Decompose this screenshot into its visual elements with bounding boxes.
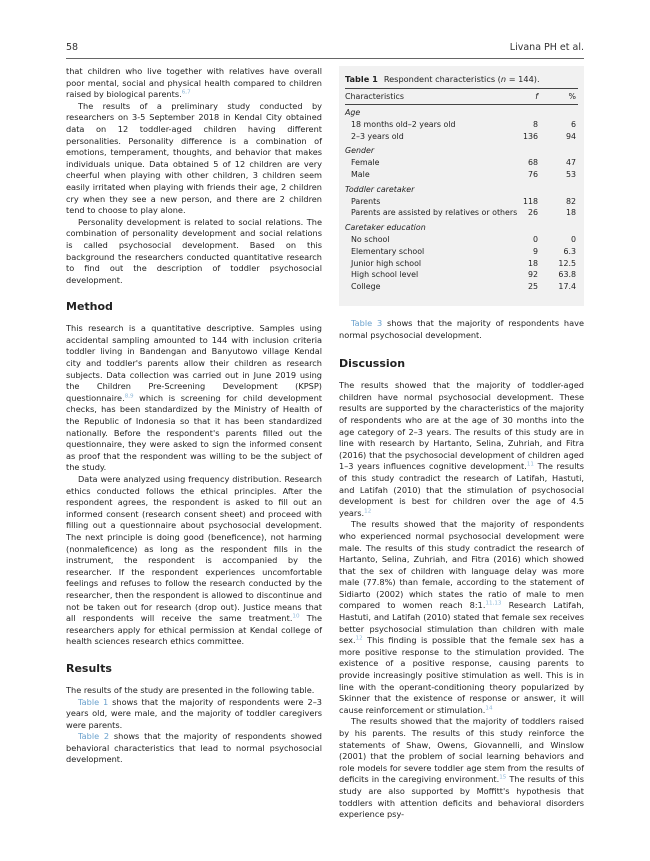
table-cell-label: Female	[351, 158, 380, 168]
table-cell-f: 68	[527, 158, 538, 168]
paragraph: Table 2 shows that the majority of respondents showed behavioral characteristics that lead to normal psychosocial development.	[66, 731, 322, 765]
paragraph: that children who live together with relatives have overall poor mental, social and physical health compared to children raised by biological parents.$^{6,7}$	[66, 66, 322, 100]
table-1-link[interactable]: Table 1	[78, 696, 109, 707]
table-cell-percent: 94	[565, 131, 576, 141]
table-row	[345, 120, 578, 132]
table-row	[345, 170, 578, 182]
table-row	[345, 197, 578, 209]
table-cell-f: 18	[527, 258, 538, 268]
citation[interactable]: 10	[292, 613, 300, 620]
table-header-rule	[345, 104, 578, 105]
table-row	[345, 132, 578, 144]
section-heading-discussion: Discussion	[339, 357, 406, 371]
table-cell-percent: 53	[565, 170, 576, 179]
table-cell-percent: 82	[565, 196, 576, 206]
table-cell-label: 18 months old–2 years old	[351, 119, 456, 129]
paragraph: Table 1 shows that the majority of respondents were 2–3 years old, were male, and the majority of toddler caregivers were parents.	[66, 696, 323, 730]
paragraph: Personality development is related to social relations. The combination of personality development and social relations is called psychosocial development. Based on this background the researchers conducted quantitative research to find out the description of toddler psychosocial development.	[66, 216, 322, 285]
paragraph: This research is a quantitative descriptive. Samples using accidental sampling amounted to 144 with inclusion criteria toddler living in Bandengan and Banyutowo village Kendal city and toddler's parents allow their children as research subjects. Data collection was carried out in June 2019 using the Children Pre-Screening Development (KPSP) questionnaire.$^{8,9}$ which is screening for child development checks, has been standardized by the Ministry of Health of the Republic of Indonesia so that it has been standardized nationally. Before the respondent's parents filled out the questionnaire, they were asked to sign the informed consent as proof that the respondent was willing to be the subject of the study.	[66, 323, 322, 473]
citation[interactable]: 12	[355, 635, 363, 642]
table-row	[345, 282, 578, 294]
table-cell-percent: 18	[565, 208, 576, 218]
table-row	[345, 235, 578, 247]
table-cell-percent: 47	[565, 158, 576, 168]
table-cell-f: 25	[527, 282, 538, 292]
paragraph: The results of the study are presented in the following table.	[66, 684, 315, 695]
table-1	[339, 66, 584, 306]
table-3-link[interactable]: Table 3	[351, 318, 383, 328]
table-2-link[interactable]: Table 2	[78, 731, 110, 742]
table-row	[345, 270, 578, 282]
table-cell-f: 9	[532, 246, 538, 256]
citation[interactable]: 15	[499, 774, 507, 781]
table-group-row	[345, 223, 578, 235]
citation[interactable]: 11	[526, 461, 534, 468]
citation[interactable]: 8,9	[124, 393, 134, 400]
page-number: 58	[66, 42, 79, 53]
header-rule	[66, 58, 584, 59]
table-cell-percent: 63.8	[558, 270, 576, 280]
paragraph: The results showed that the majority of respondents who experienced normal psychosocial development were male. The results of this study contradict the research of Hartanto, Selina, Zuhriah, and Fitra (2016) which showed that the sex of children with language delay was more male (77.8%) than female, according to the statement of Sidiarto (2002) which states the ratio of male to men compared to women reach 8:1.$^{11,13}$ Research Latifah, Hastuti, and Latifah (2010) stated that female sex receives better psychosocial stimulation than children with male sex.$^{12}$ This finding is possible that the female sex has a more positive response to the stimulation provided. The existence of a positive response, causing parents to provide increasingly positive stimulation as well. This is in line with the operant-conditioning theory popularized by Skinner that the existence of response or answer, it will cause reinforcement or stimulation.$^{14}$	[339, 519, 584, 715]
citation[interactable]: 11,13	[485, 600, 502, 607]
paragraph: The results showed that the majority of toddlers raised by his parents. The results of this study reinforce the statements of Shaw, Owens, Giovannelli, and Winslow (2001) that the problem of social learning behaviors and role models for severe toddler age stem from the results of deficits in the caregiving environment.$^{15}$ The results of this study are also supported by Moffitt's hypothesis that toddlers with attention deficits and behavioral disorders experience psy-	[339, 716, 584, 820]
table-cell-f: 136	[522, 131, 538, 141]
table-header-row: Characteristics f %	[345, 92, 576, 101]
table-group-row	[345, 146, 578, 158]
table-cell-f: 8	[532, 119, 538, 129]
paragraph: Data were analyzed using frequency distribution. Research ethics conducted follows the ethical principles. After the respondent agrees, the respondent is asked to fill out an informed consent (research consent sheet) and proceed with filling out a questionnaire about psychosocial development. The next principle is doing good (beneficence), not harming (nonmaleficence) as long as the respondent fills in the instrument, the respondent is accompanied by the researcher. If the respondent experiences uncomfortable feelings and refuses to follow the research conducted by the researcher, then the respondent is allowed to discontinue and not be taken out for research (drop out). Justice means that all respondents will receive the same treatment.$^{10}$ The researchers apply for ethical permission at Kendal college of health sciences research ethics committee.	[66, 474, 322, 647]
section-heading-results: Results	[66, 661, 112, 675]
paragraph: The results of a preliminary study conducted by researchers on 3-5 September 2018 in Kendal City obtained data on 12 toddler-aged children having different personalities. Personality difference is a combination of emotions, temperament, thoughts, and behavior that makes individuals unique. Data obtained 5 of 12 children are very cheerful when playing with other children, 3 children seem easily irritated when playing with friends their age, 2 children cry when they see a new person, and there are 2 children tend to choose to play alone.	[66, 100, 322, 216]
table-cell-label: 2–3 years old	[351, 131, 404, 141]
citation[interactable]: 12	[364, 507, 372, 514]
table-cell-label: Male	[351, 170, 370, 179]
table-group-label: Caretaker education	[345, 223, 426, 233]
table-cell-f: 76	[527, 170, 538, 179]
paragraph: Table 3 shows that the majority of respondents have normal psychosocial development.	[339, 318, 584, 340]
table-cell-label: Parents are assisted by relatives or others	[351, 208, 518, 218]
table-row	[345, 208, 578, 220]
table-cell-label: Junior high school	[351, 258, 422, 268]
table-group-label: Toddler caretaker	[345, 184, 415, 194]
table-cell-percent: 0	[570, 235, 576, 244]
left-column	[66, 66, 322, 766]
table-group-label: Gender	[345, 146, 375, 156]
running-header	[66, 42, 584, 56]
citation[interactable]: 6,7	[181, 89, 191, 96]
table-group-row	[345, 108, 578, 120]
running-authors: Livana PH et al.	[509, 42, 584, 53]
table-cell-percent: 17.4	[558, 282, 576, 292]
table-row	[345, 247, 578, 259]
table-top-rule	[345, 88, 578, 89]
table-cell-label: College	[351, 282, 381, 292]
table-cell-label: Parents	[351, 196, 381, 206]
table-cell-f: 92	[527, 270, 538, 280]
table-row	[345, 259, 578, 271]
table-group-label: Age	[345, 108, 361, 117]
right-column	[339, 318, 584, 821]
table-cell-label: High school level	[351, 270, 419, 280]
table-cell-f: 26	[527, 208, 538, 218]
paragraph: The results showed that the majority of toddler-aged children have normal psychosocial development. These results are supported by the characteristics of the majority of respondents who are at the age of 30 months into the age category of 2–3 years. The results of this study are in line with research by Hartanto, Selina, Zuhriah, and Fitra (2016) that the psychosocial development of children aged 1–3 years influences cognitive development.$^{11}$ The results of this study contradict the research of Latifah, Hastuti, and Latifah (2010) that the stimulation of psychosocial development is best for children over the age of 4.5 years.$^{12}$	[339, 380, 584, 518]
section-heading-method: Method	[66, 300, 113, 314]
table-cell-percent: 6	[570, 119, 576, 129]
table-cell-percent: 6.3	[563, 246, 576, 256]
table-caption: Table 1 Respondent characteristics (n = 144).	[345, 74, 540, 84]
table-cell-f: 0	[532, 235, 538, 244]
table-cell-label: No school	[351, 235, 390, 244]
table-cell-f: 118	[522, 196, 538, 206]
table-group-row	[345, 185, 578, 197]
table-row	[345, 158, 578, 170]
table-cell-label: Elementary school	[351, 246, 425, 256]
citation[interactable]: 14	[485, 705, 493, 712]
table-cell-percent: 12.5	[558, 258, 576, 268]
